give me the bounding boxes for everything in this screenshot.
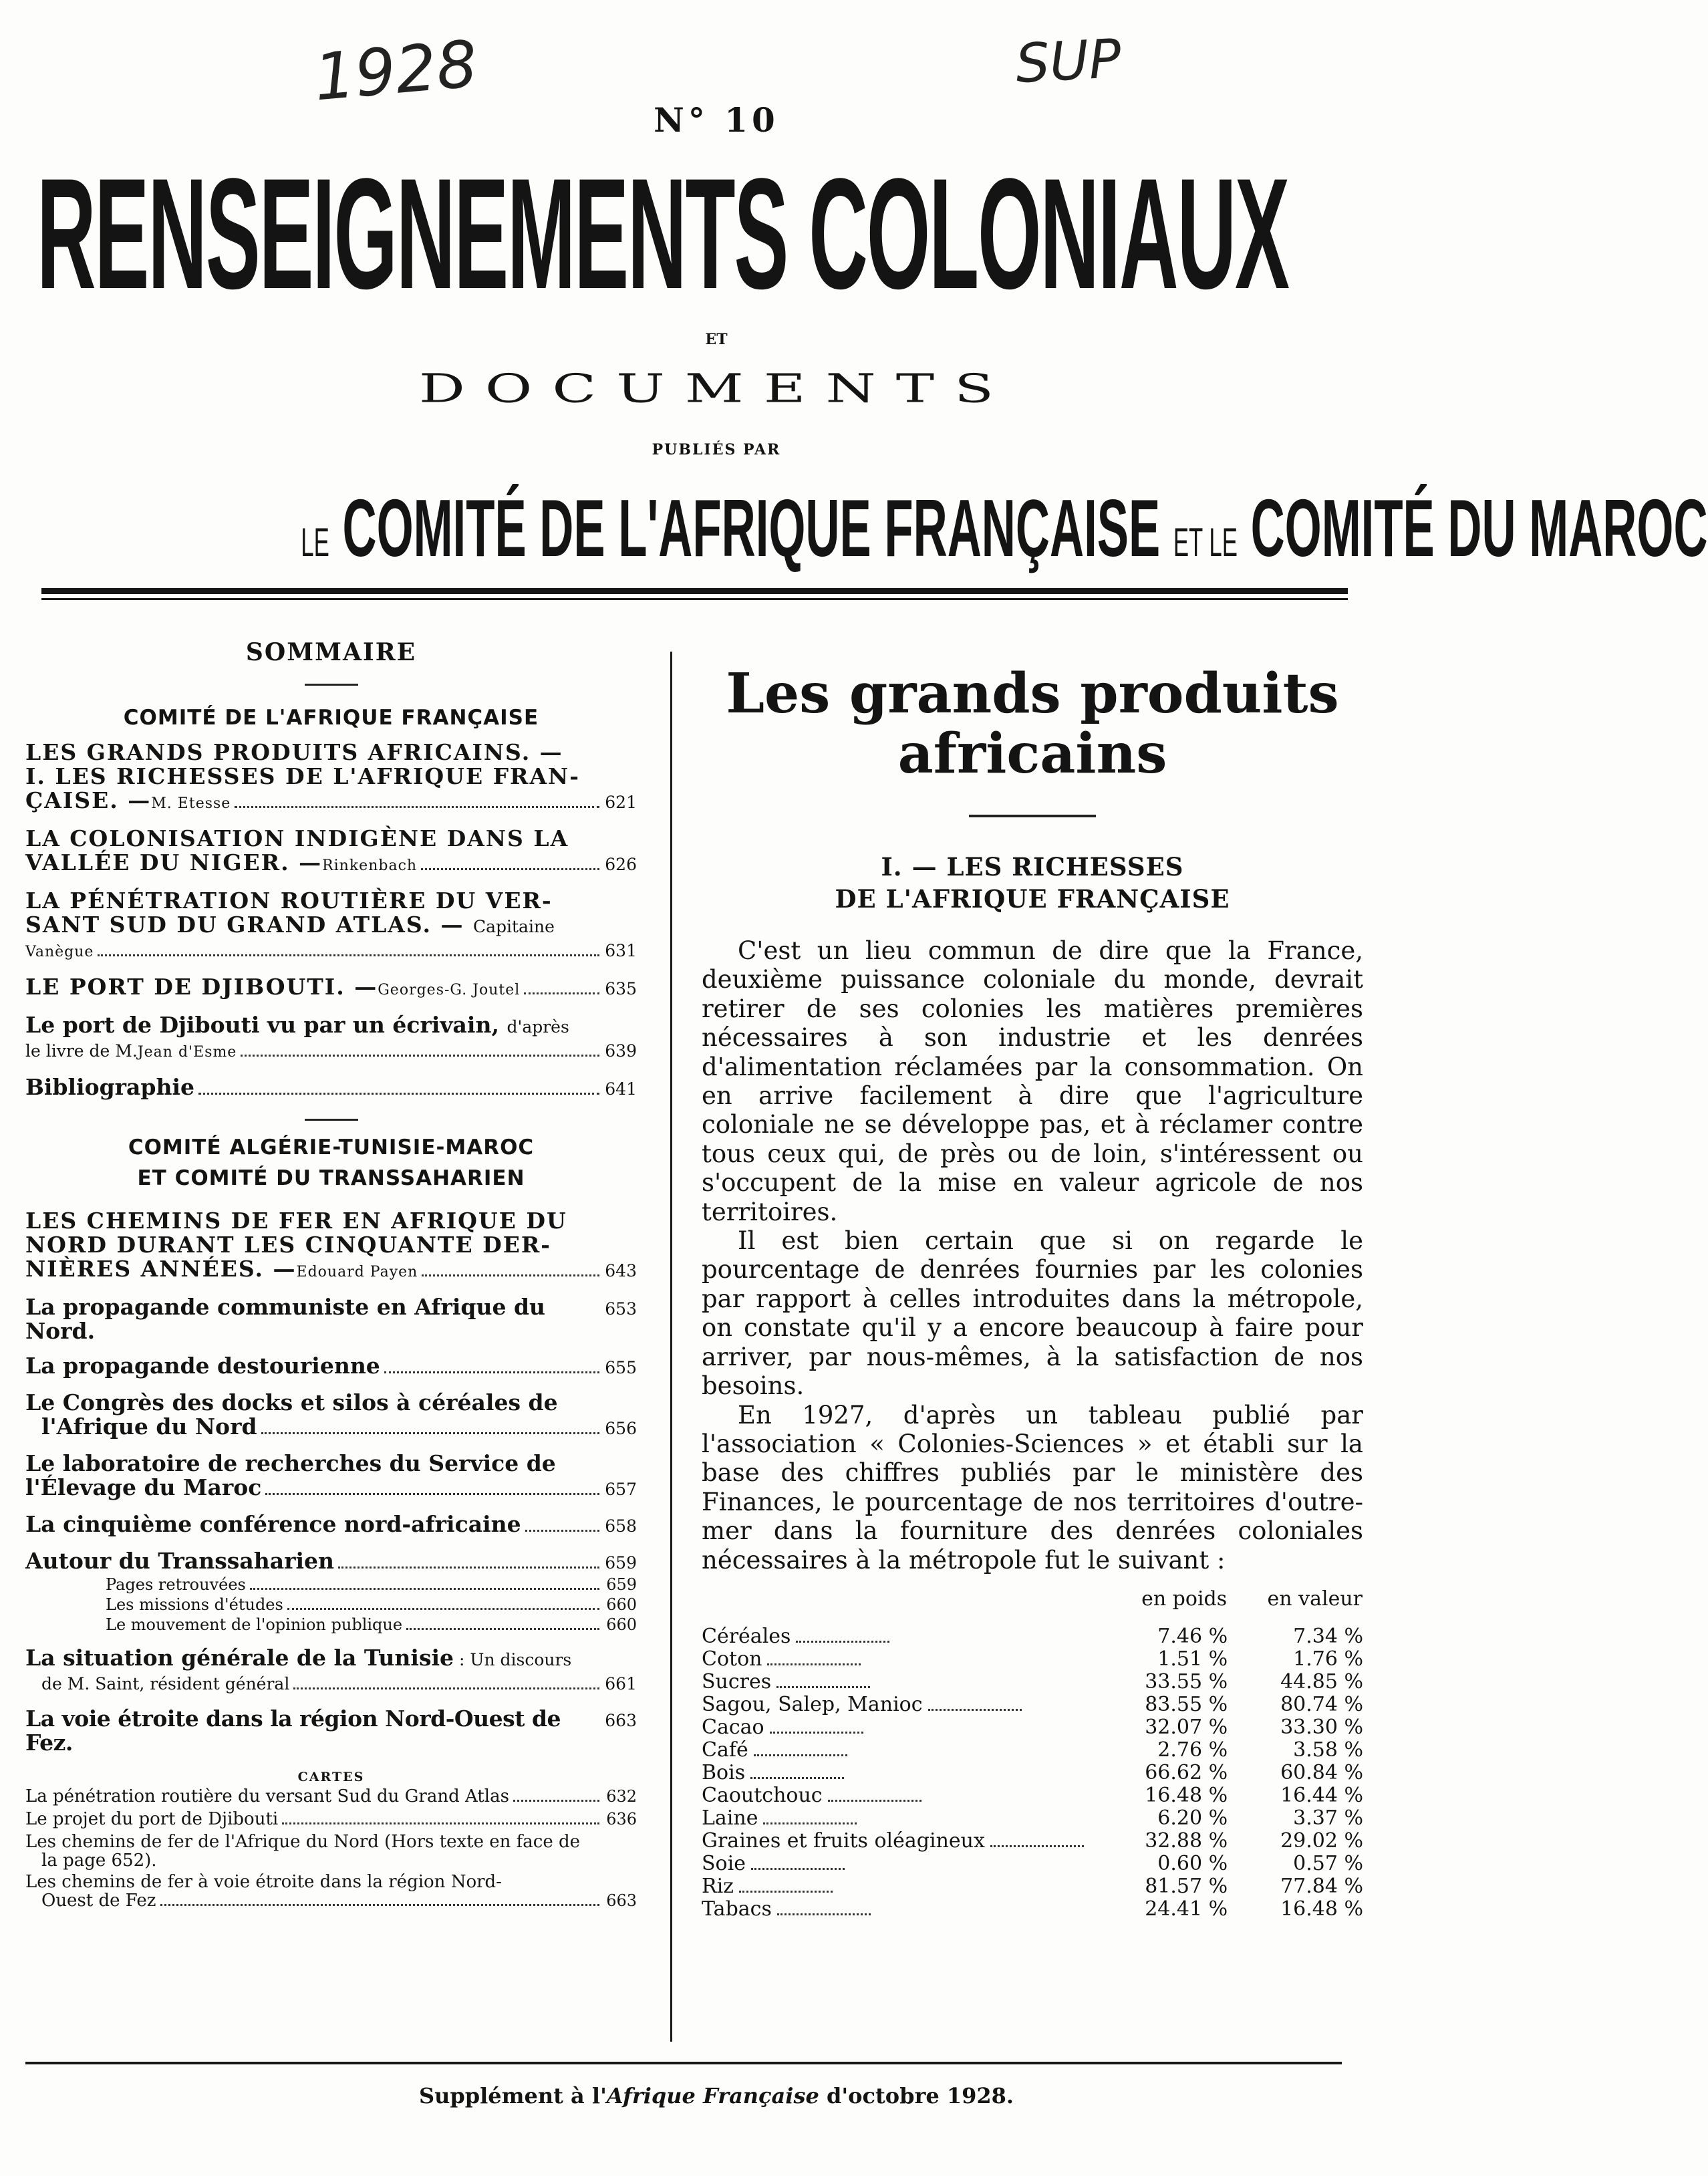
commodity-label	[702, 1671, 1085, 1693]
carte-entry[interactable]	[25, 1810, 637, 1830]
carte-entry[interactable]	[25, 1873, 637, 1911]
toc-entry-page: 663	[605, 1711, 637, 1730]
article-dash	[969, 815, 1096, 817]
value-percent: 60.84 %	[1280, 1760, 1363, 1784]
toc-entry-line: LA COLONISATION INDIGÈNE DANS LA	[25, 825, 569, 851]
carte-page: 636	[606, 1810, 637, 1828]
toc-entry-page: 631	[605, 941, 637, 960]
table-row	[702, 1830, 1363, 1853]
toc-entry-page: 643	[605, 1261, 637, 1280]
commodity-label	[702, 1784, 1085, 1807]
toc-entry-author: M. Etesse	[151, 795, 231, 812]
table-row	[702, 1875, 1363, 1898]
toc-entry[interactable]	[25, 1646, 637, 1696]
commodity-name: Riz	[702, 1874, 734, 1898]
toc-entry[interactable]	[25, 889, 637, 964]
toc-entry-line: SANT SUD DU GRAND ATLAS. —	[25, 912, 474, 938]
header-weight: en poids	[1141, 1587, 1228, 1611]
toc-dash	[305, 1119, 358, 1121]
weight-percent: 24.41 %	[1145, 1897, 1228, 1921]
toc-entry-author: Edouard Payen	[296, 1264, 418, 1280]
toc-entry[interactable]	[25, 1295, 637, 1343]
toc-entry-note: d'après	[507, 1017, 569, 1037]
cartes-heading: CARTES	[297, 1770, 365, 1784]
carte-page: 663	[606, 1891, 637, 1910]
commodity-label	[702, 1875, 1085, 1898]
masthead-committees	[301, 481, 1708, 589]
toc-entry-page: 656	[605, 1419, 637, 1438]
table-row	[702, 1807, 1363, 1830]
toc-entry-line: de M. Saint, résident général	[41, 1674, 290, 1693]
weight-percent: 16.48 %	[1145, 1783, 1228, 1807]
article-title: Les grands produits africains	[726, 662, 1339, 786]
toc-sub-entry[interactable]	[106, 1615, 637, 1635]
footer-prefix: Supplément à l'	[418, 2083, 607, 2109]
issue-number: N° 10	[654, 100, 779, 140]
toc-entry-page: 653	[605, 1299, 637, 1319]
toc-entry[interactable]	[25, 1013, 637, 1065]
toc-entry-line: Bibliographie	[25, 1074, 195, 1100]
toc-entry-line: LE PORT DE DJIBOUTI. —	[25, 974, 378, 1000]
commodity-label	[702, 1898, 1085, 1921]
carte-text: Les chemins de fer à voie étroite dans la région Nord-	[25, 1872, 502, 1892]
toc-sub-entry-text: Le mouvement de l'opinion publique	[106, 1615, 403, 1634]
weight-percent: 32.07 %	[1145, 1715, 1228, 1739]
toc-entry-line: Le Congrès des docks et silos à céréales de	[25, 1389, 558, 1415]
table-row	[702, 1671, 1363, 1693]
value-percent: 80.74 %	[1280, 1692, 1363, 1716]
commodity-label	[702, 1693, 1085, 1716]
table-row	[702, 1716, 1363, 1739]
toc-entry-page: 659	[605, 1553, 637, 1573]
table-row	[702, 1898, 1363, 1921]
value-percent: 16.48 %	[1280, 1897, 1363, 1921]
toc-entry-line: La cinquième conférence nord-africaine	[25, 1511, 521, 1537]
commodity-label	[702, 1830, 1085, 1853]
toc-entry-line: NORD DURANT LES CINQUANTE DER-	[25, 1232, 551, 1258]
header-value: en valeur	[1267, 1587, 1363, 1611]
toc-section-title: COMITÉ DE L'AFRIQUE FRANÇAISE	[123, 706, 539, 730]
weight-percent: 0.60 %	[1157, 1851, 1228, 1875]
committee-afrique-francaise: COMITÉ DE L'AFRIQUE FRANÇAISE	[342, 483, 1161, 573]
toc-entry[interactable]	[25, 1354, 637, 1380]
carte-text: Les chemins de fer de l'Afrique du Nord (Hors texte en face de	[25, 1832, 581, 1852]
toc-entry-line: Le laboratoire de recherches du Service de	[25, 1450, 556, 1476]
commodity-label	[702, 1648, 1085, 1671]
toc-entry-page: 641	[605, 1079, 637, 1099]
toc-section-title: ET COMITÉ DU TRANSSAHARIEN	[137, 1166, 525, 1190]
table-row	[702, 1625, 1363, 1648]
value-percent: 3.37 %	[1293, 1806, 1363, 1830]
toc-entry-note: : Un discours	[454, 1650, 572, 1669]
toc-entry[interactable]	[25, 1209, 637, 1284]
weight-percent: 1.51 %	[1157, 1647, 1228, 1671]
toc-entry-line: La situation générale de la Tunisie	[25, 1645, 454, 1671]
toc-entry-page: 639	[605, 1041, 637, 1061]
commodity-name: Sagou, Salep, Manioc	[702, 1692, 923, 1716]
masthead-published-by: PUBLIÉS PAR	[652, 441, 781, 458]
commodity-name: Cacao	[702, 1715, 764, 1739]
toc-entry[interactable]	[25, 1075, 637, 1101]
weight-percent: 6.20 %	[1157, 1806, 1228, 1830]
weight-percent: 81.57 %	[1145, 1874, 1228, 1898]
value-percent: 33.30 %	[1280, 1715, 1363, 1739]
carte-text: La pénétration routière du versant Sud du Grand Atlas	[25, 1786, 509, 1806]
le-word: LE	[301, 520, 329, 565]
toc-entry[interactable]	[25, 1391, 637, 1441]
handwritten-code: SUP	[1014, 27, 1123, 96]
masthead-title: RENSEIGNEMENTS COLONIAUX	[37, 146, 1288, 322]
footer	[0, 2083, 1433, 2109]
commodity-table	[702, 1587, 1363, 1921]
toc-entry[interactable]	[25, 827, 637, 878]
toc-entry[interactable]	[25, 1512, 637, 1538]
table-of-contents	[25, 638, 637, 1911]
carte-entry[interactable]	[25, 1787, 637, 1807]
value-percent: 16.44 %	[1280, 1783, 1363, 1807]
carte-text: la page 652).	[41, 1851, 157, 1871]
footer-rule	[25, 2062, 1342, 2064]
toc-entry-line: La propagande destourienne	[25, 1353, 380, 1379]
toc-entry[interactable]	[25, 1707, 637, 1755]
commodity-label	[702, 1807, 1085, 1830]
weight-percent: 32.88 %	[1145, 1828, 1228, 1853]
weight-percent: 83.55 %	[1145, 1692, 1228, 1716]
toc-entry-line: La voie étroite dans la région Nord-Ouest de Fez.	[25, 1706, 561, 1756]
toc-entry[interactable]	[25, 1549, 637, 1575]
toc-entry-page: 660	[606, 1595, 637, 1614]
toc-entry-line: Autour du Transsaharien	[25, 1548, 335, 1574]
weight-percent: 66.62 %	[1145, 1760, 1228, 1784]
table-row	[702, 1648, 1363, 1671]
toc-entry-line: NIÈRES ANNÉES. —	[25, 1256, 297, 1282]
toc-entry-line: l'Afrique du Nord	[41, 1413, 257, 1440]
footer-journal: Afrique Française	[606, 2083, 819, 2109]
masthead-documents: DOCUMENTS	[418, 366, 1014, 412]
value-percent: 44.85 %	[1280, 1669, 1363, 1693]
weight-percent: 7.46 %	[1157, 1624, 1228, 1648]
toc-entry-page: 660	[606, 1615, 637, 1634]
commodity-name: Café	[702, 1738, 748, 1762]
article	[702, 658, 1363, 1921]
commodity-name: Graines et fruits oléagineux	[702, 1828, 985, 1853]
table-row	[702, 1853, 1363, 1875]
value-percent: 0.57 %	[1293, 1851, 1363, 1875]
commodity-name: Bois	[702, 1760, 746, 1784]
masthead-rule-thick	[41, 588, 1348, 594]
carte-page: 632	[606, 1787, 637, 1806]
table-row	[702, 1762, 1363, 1784]
toc-entry-line: La propagande communiste en Afrique du Nord.	[25, 1294, 546, 1344]
article-subtitle-line: I. — LES RICHESSES	[881, 852, 1184, 881]
toc-entry-page: 635	[605, 979, 637, 998]
value-percent: 7.34 %	[1293, 1624, 1363, 1648]
toc-sub-entry[interactable]	[106, 1595, 637, 1615]
value-percent: 77.84 %	[1280, 1874, 1363, 1898]
toc-entry-page: 659	[606, 1575, 637, 1594]
toc-entry-page: 655	[605, 1358, 637, 1377]
toc-entry-line: le livre de M.	[25, 1041, 138, 1061]
commodity-name: Laine	[702, 1806, 758, 1830]
toc-entry-line: LES GRANDS PRODUITS AFRICAINS. —	[25, 739, 563, 765]
commodity-name: Céréales	[702, 1624, 791, 1648]
toc-entry-author: Jean d'Esme	[137, 1044, 237, 1061]
article-paragraph: C'est un lieu commun de dire que la France, deuxième puissance coloniale du monde, devrait retirer de ses colonies les matières premières nécessaires à son industrie et les denrées d'alimentation réclamées par la consommation. On en arrive facilement à dire que l'agriculture coloniale ne se développe pas, et à réclamer contre tous ceux qui, de près ou de loin, s'intéressent ou s'occupent de la mise en valeur agricole de nos territoires.	[702, 936, 1363, 1226]
carte-entry[interactable]	[25, 1832, 637, 1870]
toc-section-title: COMITÉ ALGÉRIE-TUNISIE-MAROC	[128, 1135, 535, 1160]
value-percent: 29.02 %	[1280, 1828, 1363, 1853]
toc-entry-line: I. LES RICHESSES DE L'AFRIQUE FRAN-	[25, 763, 580, 789]
toc-entry-author: Georges-G. Joutel	[378, 982, 521, 998]
toc-entry-page: 621	[605, 793, 637, 812]
weight-percent: 33.55 %	[1145, 1669, 1228, 1693]
toc-entry-author: Rinkenbach	[322, 857, 418, 874]
commodity-label	[702, 1716, 1085, 1739]
toc-entry-line: Le port de Djibouti vu par un écrivain,	[25, 1012, 507, 1038]
commodity-name: Caoutchouc	[702, 1783, 823, 1807]
commodity-name: Soie	[702, 1851, 746, 1875]
column-divider	[670, 652, 672, 2042]
toc-entry-page: 658	[605, 1516, 637, 1536]
toc-entry[interactable]	[25, 740, 637, 816]
masthead-rule-thin	[41, 598, 1348, 600]
commodity-label	[702, 1762, 1085, 1784]
et-le-word: ET LE	[1173, 520, 1238, 565]
commodity-name: Sucres	[702, 1669, 772, 1693]
toc-entry-line: LES CHEMINS DE FER EN AFRIQUE DU	[25, 1208, 567, 1234]
carte-text: Ouest de Fez	[41, 1891, 156, 1911]
toc-sub-entry[interactable]	[106, 1575, 637, 1595]
article-paragraph: Il est bien certain que si on regarde le pourcentage de denrées fournies par les colonies par rapport à celles introduites dans la métropole, on constate qu'il y a encore beaucoup à faire pour arriver, par nous-mêmes, à la satisfaction de nos besoins.	[702, 1226, 1363, 1401]
toc-entry-page: 657	[605, 1480, 637, 1499]
toc-sub-entry-text: Les missions d'études	[106, 1595, 283, 1614]
article-subtitle-line: DE L'AFRIQUE FRANÇAISE	[835, 884, 1230, 914]
toc-entry-line: l'Élevage du Maroc	[25, 1474, 262, 1500]
toc-entry-line: ÇAISE. —	[25, 787, 152, 813]
weight-percent: 2.76 %	[1157, 1738, 1228, 1762]
commodity-label	[702, 1625, 1085, 1648]
table-row	[702, 1784, 1363, 1807]
carte-text: Le projet du port de Djibouti	[25, 1809, 279, 1829]
toc-dash	[305, 684, 358, 686]
value-percent: 1.76 %	[1293, 1647, 1363, 1671]
toc-sub-entry-text: Pages retrouvées	[106, 1575, 246, 1594]
commodity-name: Coton	[702, 1647, 762, 1671]
toc-entry-rank: Capitaine	[473, 917, 555, 936]
toc-entry-page: 661	[605, 1674, 637, 1693]
footer-suffix: d'octobre 1928.	[819, 2083, 1014, 2109]
table-row	[702, 1739, 1363, 1762]
toc-entry-line: LA PÉNÉTRATION ROUTIÈRE DU VER-	[25, 888, 553, 914]
toc-entry[interactable]	[25, 1452, 637, 1502]
toc-entry[interactable]	[25, 975, 637, 1002]
toc-entry-page: 626	[605, 855, 637, 874]
toc-entry-line: VALLÉE DU NIGER. —	[25, 849, 323, 875]
article-paragraph: En 1927, d'après un tableau publié par l'association « Colonies-Sciences » et établi sur la base des chiffres publiés par le ministère des Finances, le pourcentage de nos territoires d'outre-mer dans la fourniture des denrées coloniales nécessaires à la métropole fut le suivant :	[702, 1400, 1363, 1575]
committee-maroc: COMITÉ DU MAROC	[1250, 483, 1708, 573]
commodity-label	[702, 1853, 1085, 1875]
masthead-et: ET	[705, 331, 728, 348]
value-percent: 3.58 %	[1293, 1738, 1363, 1762]
table-row	[702, 1693, 1363, 1716]
toc-title: SOMMAIRE	[245, 638, 417, 666]
commodity-label	[702, 1739, 1085, 1762]
article-subtitle	[702, 851, 1363, 915]
toc-entry-author: Vanègue	[25, 944, 94, 960]
table-header-row	[702, 1587, 1363, 1625]
handwritten-year: 1928	[311, 26, 480, 116]
commodity-name: Tabacs	[702, 1897, 772, 1921]
